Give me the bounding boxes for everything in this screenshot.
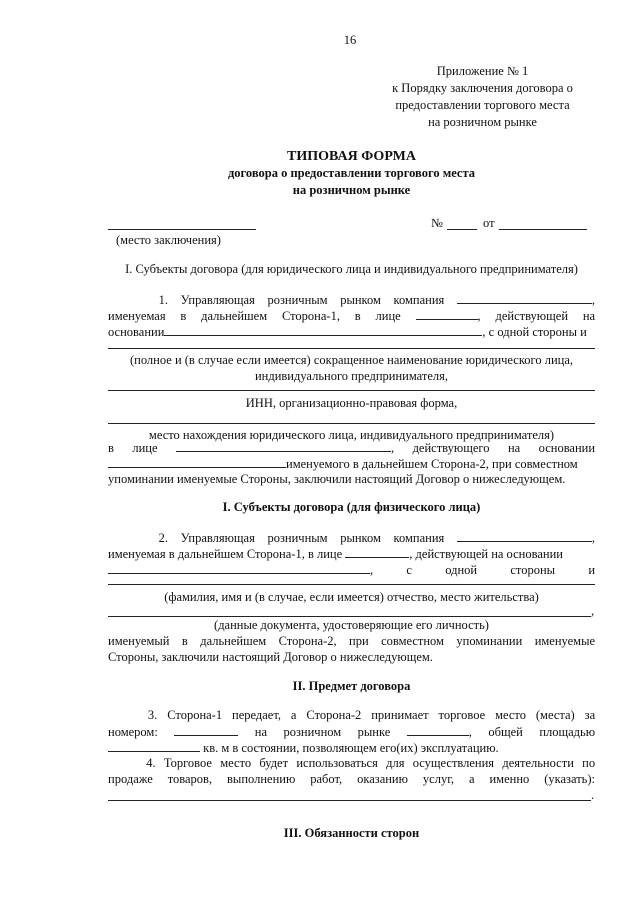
caption: (фамилия, имя и (в случае, если имеется) отчество, место жительства) [164,590,539,604]
word: дальнейшем [201,309,268,323]
word: передает, [232,708,281,722]
person-name-field[interactable] [108,584,595,585]
word: одной [445,563,478,577]
paragraph-line [108,772,595,787]
number-label: № [431,216,443,230]
word: розничным [267,531,328,545]
word: совместном [381,634,444,648]
representative-field[interactable] [416,308,478,320]
period: . [591,788,595,802]
word: 4. [146,756,156,770]
word: , [370,563,374,577]
word: а [290,708,297,722]
word: , [390,441,395,455]
representative2-field[interactable] [176,440,391,452]
doc-title: ТИПОВАЯ ФОРМА [287,149,416,164]
activity-field[interactable] [108,800,591,801]
word: стороны [510,563,556,577]
paragraph-line: Стороны, заключили настоящий Договор о нижеследующем. [108,650,433,664]
section-heading: II. Предмет договора [292,679,411,693]
word: в [181,634,188,648]
number-field[interactable] [447,229,477,230]
word: при [349,634,369,648]
word: именуемый [108,634,170,648]
paragraph-line [108,456,578,472]
basis-field[interactable] [164,324,482,336]
doc-subtitle: на розничном рынке [292,183,411,197]
inn-field[interactable] [108,390,595,391]
word: в [180,309,187,323]
word: Сторона-1 [167,708,223,722]
paragraph-line [108,740,499,756]
word: в [354,309,361,323]
word: Управляющая [180,531,255,545]
paragraph-line [108,562,595,578]
paragraph-line [108,756,595,771]
basis2-field[interactable] [108,456,286,468]
word: на [582,309,596,323]
word: компания [393,531,445,545]
word: работ, [310,772,343,786]
company-field[interactable] [457,292,592,304]
representative-field[interactable] [345,546,409,558]
appendix-line: предоставлении торгового места [395,98,570,112]
place-number-field[interactable] [174,724,238,736]
word: использоваться [296,756,378,770]
word: на [507,441,521,455]
paragraph-line [108,634,595,649]
word: деятельности [502,756,574,770]
word: с [406,563,412,577]
entity-name-field[interactable] [108,348,595,349]
date-field[interactable] [499,229,587,230]
word: действующего [412,441,490,455]
word: действующей [495,309,569,323]
appendix-block [360,63,605,131]
caption: индивидуального предпринимателя, [254,369,449,383]
paragraph-line: упоминании именуемые Стороны, заключили настоящий Договор о нижеследующем. [108,472,566,486]
paragraph-line [108,308,595,324]
word: рынком [340,293,381,307]
doc-subtitle: договора о предоставлении торгового места [227,166,475,180]
section-heading: III. Обязанности сторон [283,826,420,840]
word: Сторона-2, [278,634,337,648]
word: выполнению [227,772,296,786]
word: 1. [158,293,168,307]
paragraph-line: 2. Управляющая розничным рынком компания , [158,531,596,545]
section-heading: I. Субъекты договора (для физического лица) [222,500,481,514]
text: именуемого в дальнейшем Сторона-2, при совместном [286,457,578,471]
word: , [468,725,472,739]
word: за [584,708,596,722]
word: рынком [340,531,381,545]
word: по [582,756,596,770]
word: оказанию [357,772,408,786]
word: , [477,309,481,323]
word: продаже [108,772,153,786]
word: принимает [371,708,429,722]
word: лице [132,441,158,455]
word: общей [488,725,523,739]
word: именуемые [534,634,596,648]
word: площадью [539,725,596,739]
basis-field[interactable] [108,562,370,574]
word: номером: [108,725,158,739]
word: а [468,772,475,786]
word: дальнейшем [200,634,267,648]
word: торговое [438,708,486,722]
word: основании [538,441,596,455]
company-field[interactable] [457,530,592,542]
caption: (полное и (в случае если имеется) сокращенное наименование юридического лица, [130,353,573,367]
word: будет [259,756,289,770]
caption: место нахождения юридического лица, индивидуального предпринимателя) [148,428,555,442]
word: на [254,725,267,739]
word: именно [489,772,530,786]
comma: , [591,604,595,618]
word: услуг, [422,772,455,786]
word: место [495,708,526,722]
section-heading: I. Субъекты договора (для юридического лица и индивидуального предпринимателя) [125,262,578,276]
word: Сторона-2 [306,708,362,722]
word: лице [375,309,401,323]
caption: ИНН, организационно-правовая форма, [245,396,458,410]
word: в [108,441,114,455]
document-field[interactable] [108,616,591,617]
word: розничным [267,293,328,307]
paragraph-line: 1. Управляющая розничным рынком компания , [158,293,596,307]
word: (указать): [544,772,596,786]
paragraph-line [108,324,587,340]
word: основании [108,325,165,339]
word: 3. [147,708,158,722]
place-field[interactable] [108,229,256,230]
word: , с одной стороны и [482,325,587,339]
word: именуемая [108,309,166,323]
word: Управляющая [180,293,255,307]
text: кв. м в состоянии, позволяющем его(их) эксплуатацию. [203,741,499,755]
paragraph-line [108,440,595,456]
word: упоминании [456,634,523,648]
date-label: от [483,216,495,230]
appendix-line: на розничном рынке [428,115,537,129]
word: (места) [535,708,575,722]
word: Сторона-1, [281,309,340,323]
word: и [588,563,596,577]
word: компания [393,293,445,307]
word: Торговое [163,756,212,770]
word: место [220,756,252,770]
caption: (данные документа, удостоверяющие его личность) [214,618,489,632]
word: рынке [357,725,391,739]
word: осуществления [412,756,495,770]
page-number: 16 [343,33,357,47]
word: 2. [158,531,168,545]
paragraph-line [108,724,595,740]
text: именуемая в дальнейшем Сторона-1, в лице [108,547,343,561]
paragraph-line [108,708,595,723]
market-field[interactable] [407,724,469,736]
place-caption: (место заключения) [116,233,221,247]
text: , действующей на основании [409,547,563,561]
address-field[interactable] [108,423,595,424]
appendix-line: к Порядку заключения договора о [392,81,573,95]
word: товаров, [167,772,213,786]
appendix-line: Приложение № 1 [436,64,529,78]
area-field[interactable] [108,740,200,752]
word: для [386,756,405,770]
word: розничном [283,725,342,739]
paragraph-line [108,546,563,562]
